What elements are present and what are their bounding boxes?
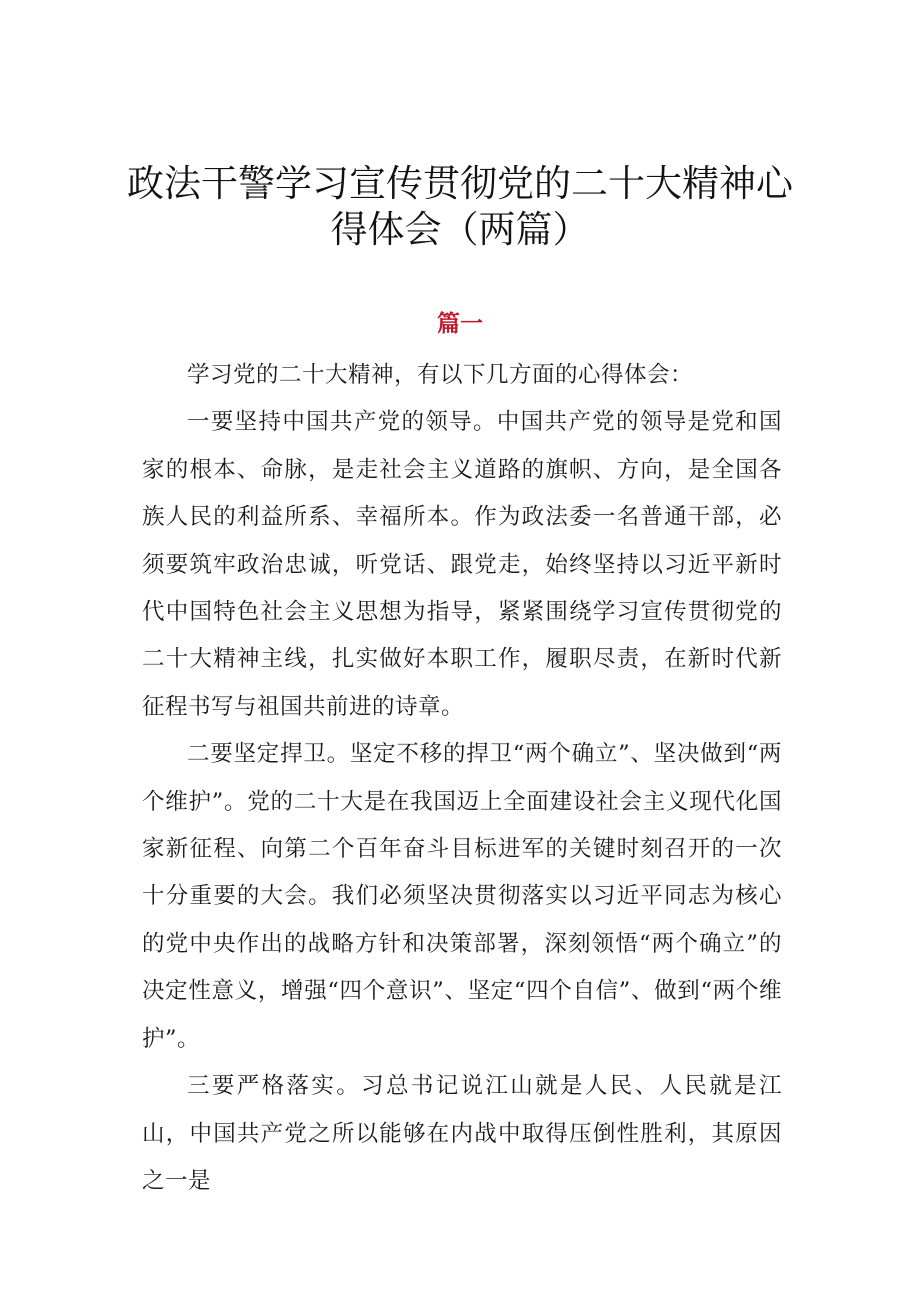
paragraph-3: 三要严格落实。习总书记说江山就是人民、人民就是江山，中国共产党之所以能够在内战中取得压倒性胜利，其原因之一是 [142, 1073, 782, 1194]
paragraph-2: 二要坚定捍卫。坚定不移的捍卫“两个确立”、坚决做到“两个维护”。党的二十大是在我国迈上全面建设社会主义现代化国家新征程、向第二个百年奋斗目标进军的关键时刻召开的一次十分重要的大会。我们必须坚决贯彻落实以习近平同志为核心的党中央作出的战略方针和决策部署，深刻领悟“两个确立”的决定性意义，增强“四个意识”、坚定“四个自信”、做到“两个维护”。 [142, 741, 782, 1052]
paragraph-1: 一要坚持中国共产党的领导。中国共产党的领导是党和国家的根本、命脉，是走社会主义道路的旗帜、方向，是全国各族人民的利益所系、幸福所本。作为政法委一名普通干部，必须要筑牢政治忠诚，听党话、跟党走，始终坚持以习近平新时代中国特色社会主义思想为指导，紧紧围绕学习宣传贯彻党的二十大精神主线，扎实做好本职工作，履职尽责，在新时代新征程书写与祖国共前进的诗章。 [142, 409, 782, 720]
paragraph-intro: 学习党的二十大精神，有以下几方面的心得体会： [187, 362, 694, 388]
body-text [142, 352, 782, 1205]
section-heading: 篇一 [437, 311, 483, 337]
document-title-line-1: 政法干警学习宣传贯彻党的二十大精神心 [127, 162, 793, 205]
document-title-line-2: 得体会（两篇） [330, 208, 590, 251]
